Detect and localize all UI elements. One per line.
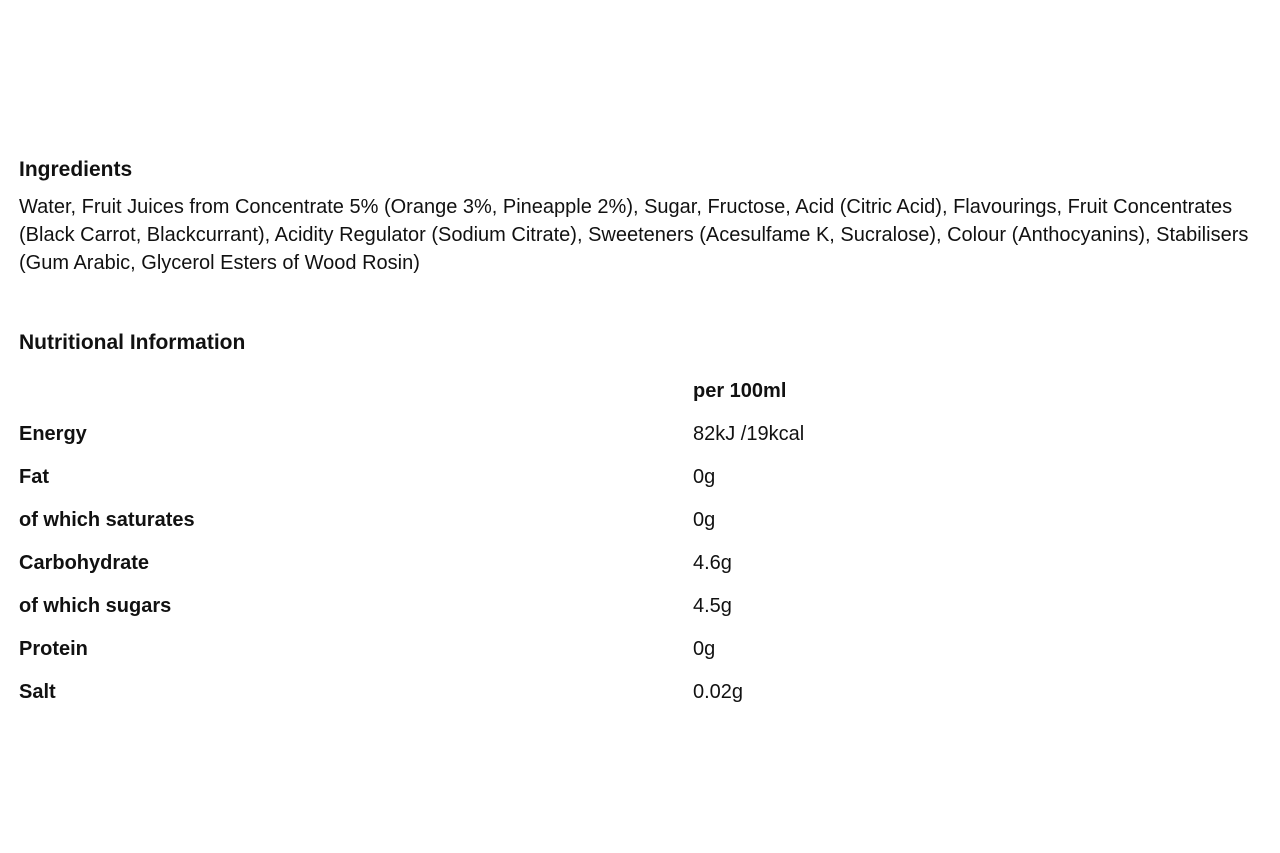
nutrient-value: 0.02g: [693, 681, 744, 703]
nutrient-value: 0g: [693, 466, 716, 488]
product-info: [19, 157, 1274, 714]
table-row: [19, 628, 1093, 671]
per-100ml-header: per 100ml: [693, 380, 787, 402]
nutrient-value: 82kJ /19kcal: [693, 423, 805, 445]
table-row: [19, 542, 1093, 585]
nutrition-header-row: [19, 370, 1093, 413]
nutrient-label: of which sugars: [19, 595, 172, 617]
nutrient-label: Fat: [19, 466, 49, 488]
table-row: [19, 585, 1093, 628]
ingredients-heading: Ingredients: [19, 158, 133, 181]
nutrient-label: Carbohydrate: [19, 552, 150, 574]
nutrient-value: 0g: [693, 638, 716, 660]
nutrition-heading: Nutritional Information: [19, 331, 246, 354]
nutrient-label: of which saturates: [19, 509, 195, 531]
nutrient-label: Protein: [19, 638, 88, 660]
nutrition-label-header: [19, 370, 693, 413]
table-row: [19, 671, 1093, 714]
nutrient-label: Energy: [19, 423, 87, 445]
nutrient-label: Salt: [19, 681, 56, 703]
table-row: [19, 413, 1093, 456]
nutrient-value: 4.5g: [693, 595, 732, 617]
table-row: [19, 456, 1093, 499]
nutrient-value: 0g: [693, 509, 716, 531]
nutrient-value: 4.6g: [693, 552, 732, 574]
nutrition-table: [19, 370, 1093, 714]
table-row: [19, 499, 1093, 542]
ingredients-text: Water, Fruit Juices from Concentrate 5% (Orange 3%, Pineapple 2%), Sugar, Fructose, Acid (Citric Acid), Flavourings, Fruit Concentrates (Black Carrot, Blackcurrant), Acidity Regulator (Sodium Citrate), Sweeteners (Acesulfame K, Sucralose), Colour (Anthocyanins), Stabilisers (Gum Arabic, Glycerol Esters of Wood Rosin): [19, 196, 1249, 274]
